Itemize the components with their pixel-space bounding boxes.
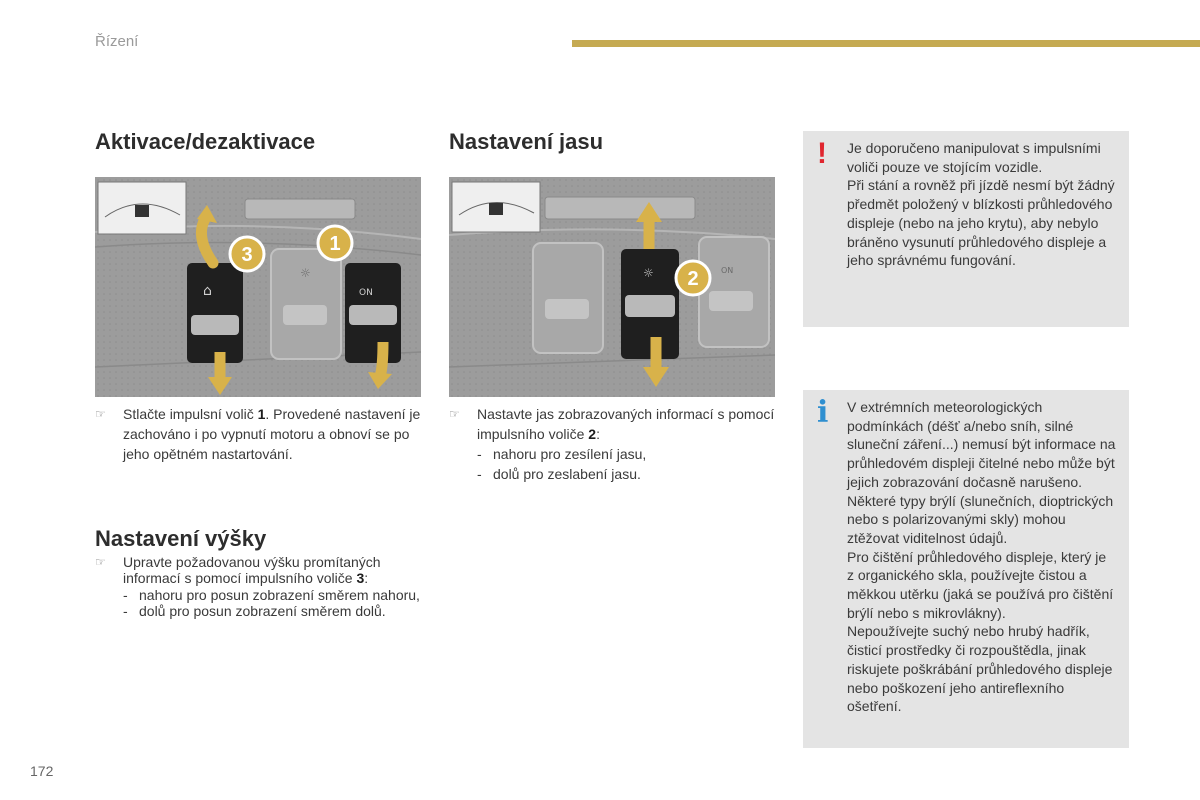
brightness-figure <box>449 177 775 397</box>
pointing-hand-icon: ☞ <box>95 555 106 569</box>
page-number: 172 <box>30 763 54 779</box>
callout-3-label: 3 <box>241 244 253 266</box>
list-item: - nahoru pro zesílení jasu, <box>477 446 647 462</box>
activation-bullet: ☞ Stlačte impulsní volič 1. Provedené nastavení je zachováno i po vypnutí motoru a obnoví se po jeho opětném nastartování. <box>95 406 421 462</box>
warning-note-text-2: Při stání a rovněž při jízdě nesmí být žádný předmět položený v blízkosti průhledového displeje (nebo na jeho krytu), aby nebylo bráněno vysunutí průhledového displeje a jeho správnému fungování. <box>847 177 1115 269</box>
info-note-text-2: Některé typy brýlí (slunečních, dioptrických nebo s polarizovanými skly) mohou ztěžovat viditelnost údajů. <box>847 492 1114 546</box>
brightness-text <box>449 404 779 484</box>
exclamation-icon: ! <box>817 137 827 170</box>
activation-text <box>95 404 425 464</box>
pointing-hand-icon: ☞ <box>95 407 106 421</box>
height-switch <box>187 263 243 363</box>
activation-title: Aktivace/dezaktivace <box>95 129 316 154</box>
pointing-hand-icon: ☞ <box>449 407 460 421</box>
info-icon: i <box>817 395 829 430</box>
info-note <box>803 390 1129 748</box>
svg-text:⌂: ⌂ <box>203 283 212 299</box>
info-note-text-3: Pro čištění průhledového displeje, který je z organického skla, používejte čistou a měkkou utěrku (jaká se používá pro čištění brýlí nebo s mikrovlákny). <box>847 548 1114 621</box>
svg-text:ON: ON <box>721 266 734 275</box>
svg-text:☼: ☼ <box>300 266 311 280</box>
section-label: Řízení <box>95 33 139 50</box>
height-text <box>95 554 425 619</box>
height-title: Nastavení výšky <box>95 526 267 551</box>
callout-2-label: 2 <box>687 268 699 290</box>
warning-note-text: Je doporučeno manipulovat s impulsními voliči pouze ve stojícím vozidle. <box>847 140 1101 175</box>
header-accent-bar <box>572 40 1200 47</box>
height-bullet: ☞ Upravte požadovanou výšku promítaných informací s pomocí impulsního voliče 3: <box>95 554 381 586</box>
brightness-bullet: ☞ Nastavte jas zobrazovaných informací s pomocí impulsního voliče 2: <box>449 406 775 442</box>
svg-text:☼: ☼ <box>643 266 654 280</box>
info-note-text-4: Nepoužívejte suchý nebo hrubý hadřík, čisticí prostředky či rozpouštědla, jinak riskujete poškrábání průhledového displeje nebo poškození jeho antireflexního ošetření. <box>847 623 1113 715</box>
list-item: - dolů pro posun zobrazení směrem dolů. <box>123 603 386 619</box>
brightness-title: Nastavení jasu <box>449 129 604 154</box>
info-note-text: V extrémních meteorologických podmínkách (déšť a/nebo sníh, silné sluneční záření...) nemusí být informace na průhledovém displeji čitelné nebo může být jejich zobrazování dočasně narušeno. <box>847 399 1116 490</box>
list-item: - dolů pro zeslabení jasu. <box>477 466 641 482</box>
activation-figure <box>95 177 421 397</box>
callout-1-label: 1 <box>329 233 341 255</box>
svg-text:ON: ON <box>359 288 373 298</box>
warning-note <box>803 131 1129 327</box>
list-item: - nahoru pro posun zobrazení směrem nahoru, <box>123 587 420 603</box>
